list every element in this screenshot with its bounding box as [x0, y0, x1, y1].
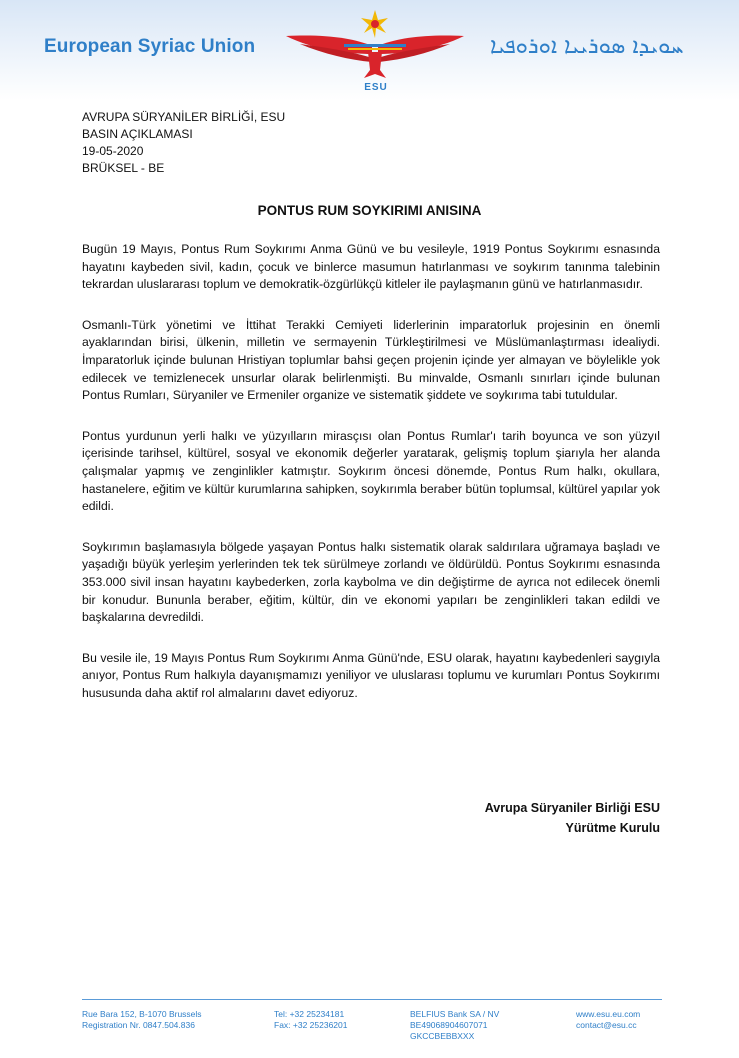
footer-bank [410, 1009, 499, 1042]
footer-divider [82, 999, 662, 1000]
document-title: PONTUS RUM SOYKIRIMI ANISINA [257, 203, 482, 218]
footer-phone [274, 1009, 348, 1031]
paragraph-1: Bugün 19 Mayıs, Pontus Rum Soykırımı Anma Günü ve bu vesileyle, 1919 Pontus Soykırımı esnasında hayatını kaybeden sivil, kadın, çocuk ve binlerce masumun hatırlanması ve soykırım tanınma talebinin tekrardan uluslararası toplum ve demokratik-özgürlükçü kitleler ile paylaşmanın günü ve hatırlanmasıdır. [82, 242, 660, 292]
signature-organization: Avrupa Süryaniler Birliği ESU [484, 801, 660, 815]
footer-bank-name: BELFIUS Bank SA / NV [410, 1009, 500, 1019]
syriac-org-name: ܚܘܝܕܐ ܣܘܪܝܝܐ ܐܘܪܘܦܝܐ [490, 34, 684, 59]
meta-document-type: BASIN AÇIKLAMASI [82, 127, 193, 141]
emblem-wings-icon [286, 35, 464, 78]
emblem-star-icon [361, 10, 388, 38]
paragraph-4: Soykırımın başlamasıyla bölgede yaşayan Pontus halkı sistematik olarak saldırılara uğramaya başladı ve yaşadığı büyük yerleşim yerlerinden tek tek sürülmeye zorlandı ve öldürüldü. Pontus Soykırımı esnasında 353.000 sivil insan hayatını kaybederken, zorla kaybolma ve din değiştirme de ayrıca not edilecek önemli bir konudur. Bununla beraber, eğitim, kültür, din ve ekonomi yapıları be zenginlikleri takan edildi ve başkalarına devredildi. [82, 539, 660, 625]
paragraph-2: Osmanlı-Türk yönetimi ve İttihat Terakki Cemiyeti liderlerinin imparatorluk projesinin en önemli ayaklarından birisi, ülkenin, milletin ve sermayenin Türkleştirilmesi ve Müslümanlaştırması idealiydi. İmparatorluk içinde bulunan Hristiyan toplumlar bahsi geçen projenin içinde yer almayan ve böylelikle yok edilecek ve temizlenecek unsurlar olarak belirlenmişti. Bu minvalde, Osmanlı sınırları içinde bulunan Pontus Rumları, Süryaniler ve Ermeniler organize ve sistematik şiddete ve soykırıma tabi tutuldular. [82, 317, 660, 403]
footer-tel: Tel: +32 25234181 [274, 1009, 345, 1019]
footer-street: Rue Bara 152, B-1070 Brussels [82, 1009, 202, 1019]
org-name: European Syriac Union [44, 36, 256, 57]
emblem-label: ESU [364, 82, 388, 93]
signature-block [360, 798, 660, 838]
footer-address [82, 1009, 202, 1031]
footer-fax: Fax: +32 25236201 [274, 1020, 348, 1030]
signature-committee: Yürütme Kurulu [565, 821, 660, 835]
meta-organization: AVRUPA SÜRYANİLER BİRLİĞİ, ESU [82, 110, 286, 124]
meta-location: BRÜKSEL - BE [82, 161, 165, 175]
footer-website[interactable]: www.esu.eu.com [576, 1009, 641, 1019]
footer-bic: GKCCBEBBXXX [410, 1031, 475, 1041]
footer-email[interactable]: contact@esu.cc [576, 1020, 637, 1030]
letterhead [0, 0, 739, 100]
press-release-meta [82, 109, 285, 177]
footer-contact [576, 1009, 640, 1031]
paragraph-3: Pontus yurdunun yerli halkı ve yüzyılların mirasçısı olan Pontus Rumlar'ı tarih boyunca ve son yüzyıl içerisinde tarihsel, kültürel, sosyal ve ekonomik değerler yaratarak, gelişmiş toplum şiarıyla her alanda çalışmalar yapmış ve zenginlikler katmıştır. Soykırım öncesi dönemde, Pontus Rum halkı, okullara, hastanelere, eğitim ve kültür kurumlarına sahipken, soykırımla beraber bütün toplumsal, kültürel yapılar yok edildi. [82, 428, 660, 514]
meta-date: 19-05-2020 [82, 144, 144, 158]
document-body [82, 241, 660, 725]
paragraph-5: Bu vesile ile, 19 Mayıs Pontus Rum Soykırımı Anma Günü'nde, ESU olarak, hayatını kaybedenleri saygıyla anıyor, Pontus Rum halkıyla dayanışmamızı yeniliyor ve uluslarası toplumu ve kurumları Pontus Soykırımı hususunda daha aktif rol almalarını davet ediyoruz. [82, 650, 660, 700]
footer-iban: BE49068904607071 [410, 1020, 488, 1030]
footer-registration: Registration Nr. 0847.504.836 [82, 1020, 195, 1030]
